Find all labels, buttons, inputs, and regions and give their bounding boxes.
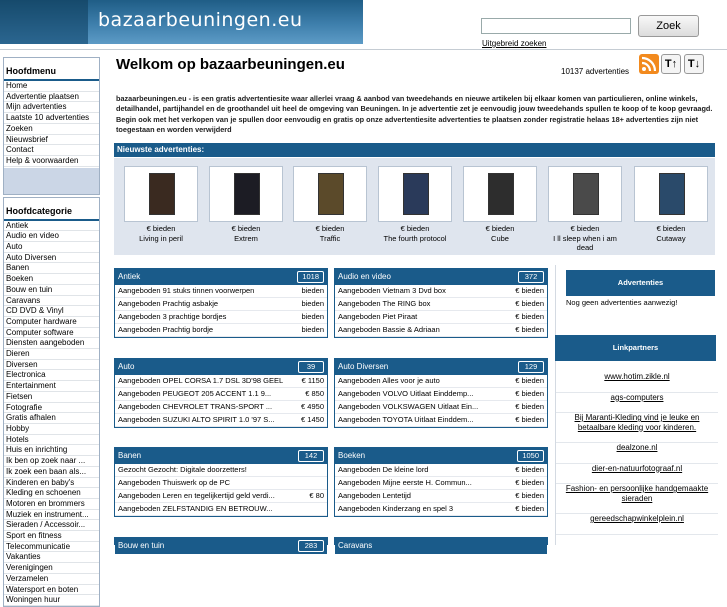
- listing-title[interactable]: Aangeboden CHEVROLET TRANS-SPORT ...: [118, 402, 273, 411]
- panel-count-badge: 39: [298, 361, 324, 373]
- panel-header[interactable]: [115, 359, 327, 375]
- category-panel: [334, 447, 548, 517]
- ad-name[interactable]: Cutaway: [656, 233, 686, 243]
- listing-title[interactable]: Aangeboden Thuiswerk op de PC: [118, 478, 231, 487]
- listing-title[interactable]: Aangeboden PEUGEOT 205 ACCENT 1.1 9...: [118, 389, 272, 398]
- newest-ad[interactable]: [378, 166, 452, 243]
- listing-title[interactable]: Aangeboden Prachtig asbakje: [118, 299, 219, 308]
- panel-title[interactable]: Antiek: [118, 272, 141, 281]
- category-item[interactable]: Ik ben op zoek naar ...: [4, 456, 99, 467]
- panel-row[interactable]: [115, 477, 327, 490]
- category-item[interactable]: Antiek: [4, 221, 99, 232]
- newest-ads-bar: Nieuwste advertenties:: [114, 143, 715, 157]
- category-menu: [3, 197, 100, 607]
- ad-price: € bieden: [570, 224, 600, 233]
- category-item[interactable]: Entertainment: [4, 381, 99, 392]
- ad-price: € bieden: [656, 224, 686, 233]
- newest-ad[interactable]: [548, 166, 622, 253]
- category-item[interactable]: Kleding en schoenen: [4, 488, 99, 499]
- listing-price: € 80: [309, 491, 324, 500]
- ad-caption: [634, 224, 708, 243]
- panel-row[interactable]: [115, 375, 327, 388]
- ad-thumbnail[interactable]: [463, 166, 537, 222]
- category-panel: [334, 268, 548, 338]
- category-item[interactable]: Ik zoek een baan als...: [4, 467, 99, 478]
- advanced-search-link[interactable]: Uitgebreid zoeken: [482, 39, 547, 48]
- category-item[interactable]: Dieren: [4, 349, 99, 360]
- newest-ad[interactable]: [124, 166, 198, 243]
- listing-price: € bieden: [515, 389, 544, 398]
- linkpartner-list: [556, 372, 718, 535]
- category-item[interactable]: Banen: [4, 263, 99, 274]
- listing-title[interactable]: Aangeboden Piet Piraat: [338, 312, 418, 321]
- panel-header[interactable]: [335, 448, 547, 464]
- linkpartner-link[interactable]: dealzone.nl: [556, 443, 718, 464]
- category-item[interactable]: Muziek en instrument...: [4, 510, 99, 521]
- panel-row[interactable]: [115, 311, 327, 324]
- panel-row[interactable]: [335, 324, 547, 337]
- category-item[interactable]: Fietsen: [4, 392, 99, 403]
- category-item[interactable]: Computer hardware: [4, 317, 99, 328]
- ad-name[interactable]: Traffic: [319, 233, 341, 243]
- ad-caption: [209, 224, 283, 243]
- linkpartner-link[interactable]: www.hotim.zikle.nl: [556, 372, 718, 393]
- category-panel: [334, 358, 548, 428]
- category-menu-title: Hoofdcategorie: [4, 198, 99, 221]
- panel-header[interactable]: [335, 269, 547, 285]
- category-item[interactable]: Gratis afhalen: [4, 413, 99, 424]
- listing-title[interactable]: Aangeboden Bassie & Adriaan: [338, 325, 440, 334]
- main-menu: [3, 57, 100, 195]
- panel-row[interactable]: [335, 490, 547, 503]
- menu-item[interactable]: Help & voorwaarden: [4, 156, 99, 167]
- sidebar: [3, 57, 100, 607]
- listing-price: bieden: [301, 299, 324, 308]
- category-panel: [114, 358, 328, 428]
- listing-title[interactable]: Gezocht Gezocht: Digitale doorzetters!: [118, 465, 247, 474]
- panel-row[interactable]: [115, 503, 327, 516]
- newest-ad[interactable]: [209, 166, 283, 243]
- listing-price: [288, 464, 324, 476]
- panel-row[interactable]: [335, 503, 547, 516]
- ad-thumbnail[interactable]: [548, 166, 622, 222]
- menu-item[interactable]: Contact: [4, 145, 99, 156]
- menu-spacer: [4, 168, 99, 194]
- ad-thumbnail[interactable]: [209, 166, 283, 222]
- ad-thumbnail[interactable]: [378, 166, 452, 222]
- listing-price: bieden: [301, 286, 324, 295]
- ads-box-note: Nog geen advertenties aanwezig!: [566, 298, 678, 307]
- menu-item[interactable]: Zoeken: [4, 124, 99, 135]
- intro-text: bazaarbeuningen.eu - is een gratis advertentiesite waar allerlei vraag & aanbod van tweedehands en nieuwe artikelen bij elkaar komen van particulieren, online winkels, detailhandel, partijhandel en de groothandel uit heel de omgeving van Beuningen. In je advertentie zet je eenvoudig jouw tweedehands spullen te koop of te koop gevraagd. Begin ook met het verkopen van je spullen door eenvoudig en gratis op onze advertentiesite advertenties te plaatsen zonder registratie helaas 18+ advertenties zijn niet toegestaan en worden verwijderd: [116, 94, 713, 134]
- category-panel: [114, 447, 328, 517]
- panel-row[interactable]: [335, 477, 547, 490]
- listing-title[interactable]: Aangeboden Alles voor je auto: [338, 376, 440, 385]
- menu-item[interactable]: Mijn advertenties: [4, 102, 99, 113]
- category-item[interactable]: Fotografie: [4, 403, 99, 414]
- site-title[interactable]: bazaarbeuningen.eu: [98, 9, 303, 31]
- panel-header[interactable]: [115, 538, 327, 554]
- listing-price: € bieden: [515, 286, 544, 295]
- category-item[interactable]: Diversen: [4, 360, 99, 371]
- listing-price: € bieden: [515, 402, 544, 411]
- category-item[interactable]: Auto Diversen: [4, 253, 99, 264]
- font-increase-icon[interactable]: T↑: [661, 54, 681, 74]
- ad-caption: [463, 224, 537, 243]
- category-item[interactable]: Verenigingen: [4, 563, 99, 574]
- ad-name[interactable]: I ll sleep when i am dead: [553, 233, 617, 252]
- category-item[interactable]: Woningen huur: [4, 595, 99, 606]
- listing-price: € bieden: [515, 312, 544, 321]
- category-item[interactable]: Bouw en tuin: [4, 285, 99, 296]
- listing-title[interactable]: Aangeboden SUZUKI ALTO SPIRIT 1.0 '97 S...: [118, 415, 275, 424]
- category-item[interactable]: Diensten aangeboden: [4, 338, 99, 349]
- listing-price: € bieden: [515, 504, 544, 513]
- listing-title[interactable]: Aangeboden Leren en tegelijkertijd geld verdi...: [118, 491, 275, 500]
- panel-title[interactable]: Bouw en tuin: [118, 541, 165, 550]
- panel-title[interactable]: Boeken: [338, 451, 366, 460]
- category-panel: [114, 268, 328, 338]
- category-item[interactable]: Auto: [4, 242, 99, 253]
- ad-price: € bieden: [231, 224, 261, 233]
- listing-price: € bieden: [515, 376, 544, 385]
- listing-price: € 1150: [301, 376, 324, 385]
- ad-name[interactable]: Cube: [491, 233, 509, 243]
- panel-row[interactable]: [115, 401, 327, 414]
- listing-title[interactable]: Aangeboden 91 stuks tinnen voorwerpen: [118, 286, 255, 295]
- ad-price: € bieden: [400, 224, 430, 233]
- linkpartner-link[interactable]: ags-computers: [556, 393, 718, 414]
- listing-price: [288, 503, 324, 515]
- panel-row[interactable]: [115, 414, 327, 427]
- ad-thumbnail[interactable]: [634, 166, 708, 222]
- dvd-cover-image: [234, 173, 260, 215]
- category-item[interactable]: Kinderen en baby's: [4, 478, 99, 489]
- menu-item[interactable]: Home: [4, 81, 99, 92]
- category-item[interactable]: CD DVD & Vinyl: [4, 306, 99, 317]
- panel-header[interactable]: [115, 269, 327, 285]
- page-title: Welkom op bazaarbeuningen.eu: [116, 56, 345, 73]
- dvd-cover-image: [573, 173, 599, 215]
- panel-title[interactable]: Auto Diversen: [338, 362, 389, 371]
- listing-price: € bieden: [515, 491, 544, 500]
- linkpartner-link[interactable]: gereedschapwinkelplein.nl: [556, 514, 718, 535]
- main-menu-title: Hoofdmenu: [4, 58, 99, 81]
- newest-ads-strip: [114, 158, 715, 255]
- dvd-cover-image: [403, 173, 429, 215]
- listing-title[interactable]: Aangeboden The RING box: [338, 299, 431, 308]
- linkpartners-title: Linkpartners: [555, 335, 716, 361]
- listing-title[interactable]: Aangeboden ZELFSTANDIG EN BETROUW...: [118, 504, 273, 513]
- listing-title[interactable]: Aangeboden Lentetijd: [338, 491, 411, 500]
- dvd-cover-image: [659, 173, 685, 215]
- panel-header[interactable]: [115, 448, 327, 464]
- ad-count: 10137 advertenties: [561, 67, 630, 76]
- listing-title[interactable]: Aangeboden TOYOTA Uitlaat Einddem...: [338, 415, 474, 424]
- ad-caption: [293, 224, 367, 243]
- panel-title[interactable]: Audio en video: [338, 272, 391, 281]
- panel-row[interactable]: [335, 298, 547, 311]
- listing-title[interactable]: Aangeboden OPEL CORSA 1.7 DSL 3D'98 GEEL: [118, 376, 284, 385]
- search-button[interactable]: Zoek: [638, 15, 699, 37]
- main-menu-list: [4, 81, 99, 167]
- ad-price: € bieden: [146, 224, 176, 233]
- panel-row[interactable]: [115, 464, 327, 477]
- menu-item[interactable]: Nieuwsbrief: [4, 135, 99, 146]
- dvd-cover-image: [149, 173, 175, 215]
- panel-header[interactable]: [335, 538, 547, 554]
- category-item[interactable]: Caravans: [4, 296, 99, 307]
- category-panel: [114, 537, 328, 550]
- dvd-cover-image: [488, 173, 514, 215]
- header-divider: [0, 49, 727, 50]
- listing-title[interactable]: Aangeboden Prachtig bordje: [118, 325, 214, 334]
- panel-row[interactable]: [335, 414, 547, 427]
- category-item[interactable]: Sieraden / Accessoir...: [4, 520, 99, 531]
- newest-ad[interactable]: [463, 166, 537, 243]
- panel-count-badge: 1018: [297, 271, 324, 283]
- category-item[interactable]: Huis en inrichting: [4, 445, 99, 456]
- ad-caption: [548, 224, 622, 253]
- listing-price: € bieden: [515, 465, 544, 474]
- category-item[interactable]: Electronica: [4, 370, 99, 381]
- category-item[interactable]: Telecommunicatie: [4, 542, 99, 553]
- listing-title[interactable]: Aangeboden De kleine lord: [338, 465, 429, 474]
- listing-title[interactable]: Aangeboden 3 prachtige bordjes: [118, 312, 227, 321]
- listing-title[interactable]: Aangeboden Vietnam 3 Dvd box: [338, 286, 446, 295]
- dvd-cover-image: [318, 173, 344, 215]
- newest-ad[interactable]: [293, 166, 367, 243]
- panel-row[interactable]: [115, 490, 327, 503]
- listing-title[interactable]: Aangeboden Kinderzang en spel 3: [338, 504, 454, 513]
- panel-title[interactable]: Auto: [118, 362, 135, 371]
- ad-name[interactable]: Living in peril: [139, 233, 183, 243]
- ad-name[interactable]: Extrem: [234, 233, 258, 243]
- category-panel: [334, 537, 548, 550]
- linkpartner-link[interactable]: Bij Maranti-Kleding vind je leuke en betaalbare kleding voor kinderen.: [556, 413, 718, 443]
- listing-price: € bieden: [515, 325, 544, 334]
- panel-row[interactable]: [335, 388, 547, 401]
- panel-count-badge: 142: [298, 450, 324, 462]
- panel-row[interactable]: [335, 375, 547, 388]
- search-input[interactable]: [481, 18, 631, 34]
- ad-name[interactable]: The fourth protocol: [383, 233, 447, 243]
- listing-price: bieden: [301, 325, 324, 334]
- rss-icon[interactable]: [639, 54, 659, 74]
- panel-row[interactable]: [335, 285, 547, 298]
- ad-price: € bieden: [315, 224, 345, 233]
- panel-count-badge: 283: [298, 540, 324, 552]
- category-item[interactable]: Watersport en boten: [4, 585, 99, 596]
- listing-price: € bieden: [515, 299, 544, 308]
- panel-row[interactable]: [115, 388, 327, 401]
- listing-price: € bieden: [515, 415, 544, 424]
- ad-thumbnail[interactable]: [124, 166, 198, 222]
- category-item[interactable]: Boeken: [4, 274, 99, 285]
- panel-title[interactable]: Caravans: [338, 541, 373, 550]
- listing-title[interactable]: Aangeboden VOLVO Uitlaat Einddemp...: [338, 389, 474, 398]
- panel-count-badge: 129: [518, 361, 544, 373]
- panel-row[interactable]: [115, 324, 327, 337]
- ad-caption: [124, 224, 198, 243]
- category-item[interactable]: Motoren en brommers: [4, 499, 99, 510]
- panel-count-badge: 1050: [517, 450, 544, 462]
- category-item[interactable]: Verzamelen: [4, 574, 99, 585]
- category-item[interactable]: Hotels: [4, 435, 99, 446]
- ad-price: € bieden: [485, 224, 515, 233]
- listing-price: € bieden: [515, 478, 544, 487]
- menu-item[interactable]: Laatste 10 advertenties: [4, 113, 99, 124]
- menu-item[interactable]: Advertentie plaatsen: [4, 92, 99, 103]
- category-item[interactable]: Sport en fitness: [4, 531, 99, 542]
- panel-row[interactable]: [335, 311, 547, 324]
- panel-row[interactable]: [115, 285, 327, 298]
- newest-ad[interactable]: [634, 166, 708, 243]
- panel-row[interactable]: [335, 464, 547, 477]
- ads-box-title: Advertenties: [566, 270, 715, 296]
- linkpartner-link[interactable]: Fashion- en persoonlijke handgemaakte sieraden: [556, 484, 718, 514]
- ad-caption: [378, 224, 452, 243]
- listing-price: € 1450: [301, 415, 324, 424]
- category-item[interactable]: Computer software: [4, 328, 99, 339]
- panel-header[interactable]: [335, 359, 547, 375]
- category-item[interactable]: Hobby: [4, 424, 99, 435]
- panel-row[interactable]: [335, 401, 547, 414]
- panel-count-badge: 372: [518, 271, 544, 283]
- category-list: [4, 221, 99, 606]
- listing-price: bieden: [301, 312, 324, 321]
- listing-price: € 850: [305, 389, 324, 398]
- font-decrease-icon[interactable]: T↓: [684, 54, 704, 74]
- listing-title[interactable]: Aangeboden VOLKSWAGEN Uitlaat Ein...: [338, 402, 479, 411]
- linkpartner-link[interactable]: dier-en-natuurfotograaf.nl: [556, 464, 718, 485]
- category-item[interactable]: Audio en video: [4, 231, 99, 242]
- category-item[interactable]: Vakanties: [4, 552, 99, 563]
- listing-title[interactable]: Aangeboden Mijne eerste H. Commun...: [338, 478, 472, 487]
- listing-price: € 4950: [301, 402, 324, 411]
- panel-title[interactable]: Banen: [118, 451, 142, 460]
- panel-row[interactable]: [115, 298, 327, 311]
- listing-price: [288, 477, 324, 489]
- ad-thumbnail[interactable]: [293, 166, 367, 222]
